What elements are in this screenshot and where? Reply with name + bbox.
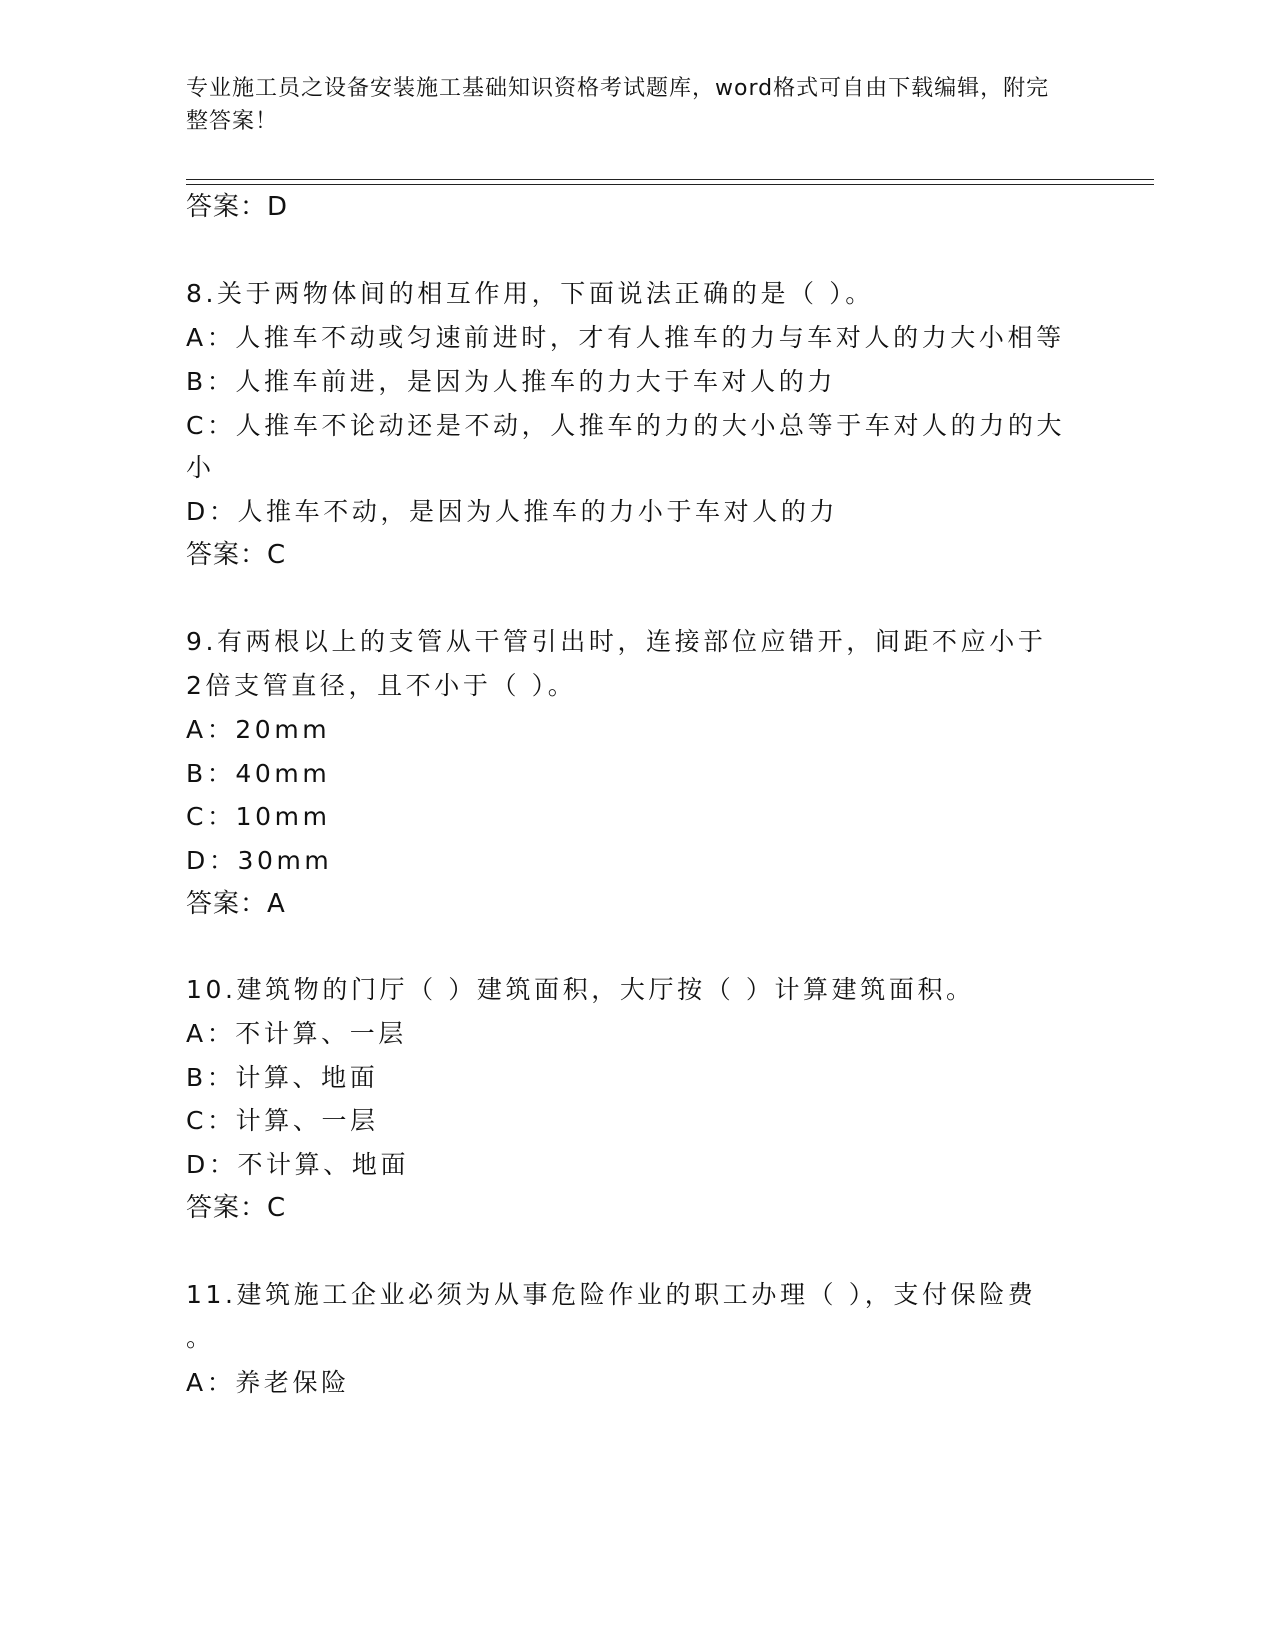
question-stem: 9.有两根以上的支管从干管引出时，连接部位应错开，间距不应小于 [186,627,1047,656]
option-line-continued: 小 [186,453,215,482]
option-line: D：人推车不动，是因为人推车的力小于车对人的力 [186,497,839,526]
answer-line: 答案：A [186,889,286,919]
answer-line: 答案：C [186,540,287,570]
option-line: A：20mm [186,715,331,744]
question-stem: 10.建筑物的门厅（ ）建筑面积，大厅按（ ）计算建筑面积。 [186,975,975,1004]
answer-line: 答案：C [186,1193,287,1223]
option-line: B：40mm [186,759,331,788]
option-line: C：人推车不论动还是不动，人推车的力的大小总等于车对人的力的大 [186,411,1066,440]
option-line: C：10mm [186,802,331,831]
question-stem: 8.关于两物体间的相互作用，下面说法正确的是（ ）。 [186,279,874,308]
option-line: B：人推车前进，是因为人推车的力大于车对人的力 [186,367,836,396]
header-divider-bottom [186,184,1154,185]
question-stem-continued: 。 [186,1323,215,1352]
question-stem-continued: 2倍支管直径，且不小于（ ）。 [186,671,577,700]
answer-line: 答案：D [186,192,289,222]
header-divider-top [186,179,1154,180]
question-stem: 11.建筑施工企业必须为从事危险作业的职工办理（ ），支付保险费 [186,1280,1037,1309]
option-line: A：不计算、一层 [186,1019,407,1048]
option-line: B：计算、地面 [186,1063,379,1092]
option-line: A：养老保险 [186,1368,350,1397]
option-line: D：不计算、地面 [186,1150,410,1179]
option-line: D：30mm [186,846,333,875]
document-header: 专业施工员之设备安装施工基础知识资格考试题库，word格式可自由下载编辑，附完整答案！ [186,76,1050,134]
option-line: A：人推车不动或匀速前进时，才有人推车的力与车对人的力大小相等 [186,323,1065,352]
option-line: C：计算、一层 [186,1106,379,1135]
